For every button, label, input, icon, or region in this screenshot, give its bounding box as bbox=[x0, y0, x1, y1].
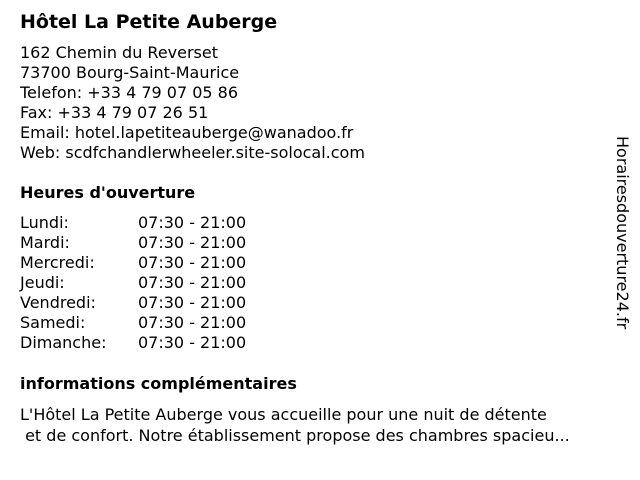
time-range: 07:30 - 21:00 bbox=[138, 293, 247, 312]
day-label: Jeudi: bbox=[20, 273, 65, 292]
hotel-description bbox=[20, 404, 620, 446]
time-range: 07:30 - 21:00 bbox=[138, 273, 247, 292]
day-label: Samedi: bbox=[20, 313, 86, 332]
address-city: 73700 Bourg-Saint-Maurice bbox=[20, 63, 240, 82]
website-link[interactable]: Web: scdfchandlerwheeler.site-solocal.com bbox=[20, 143, 365, 162]
time-range: 07:30 - 21:00 bbox=[138, 313, 247, 332]
hours-row-monday bbox=[20, 213, 280, 233]
time-range: 07:30 - 21:00 bbox=[138, 213, 247, 232]
fax-number: Fax: +33 4 79 07 26 51 bbox=[20, 103, 209, 122]
address-street: 162 Chemin du Reverset bbox=[20, 43, 219, 62]
time-range: 07:30 - 21:00 bbox=[138, 333, 247, 352]
hotel-name: Hôtel La Petite Auberge bbox=[20, 11, 278, 33]
time-range: 07:30 - 21:00 bbox=[138, 253, 247, 272]
email-address[interactable]: Email: hotel.lapetiteauberge@wanadoo.fr bbox=[20, 123, 354, 142]
contact-block bbox=[20, 43, 365, 163]
hours-row-saturday bbox=[20, 313, 280, 333]
opening-hours-heading: Heures d'ouverture bbox=[20, 183, 196, 202]
day-label: Mardi: bbox=[20, 233, 70, 252]
description-line: et de confort. Notre établissement propose des chambres spacieu... bbox=[20, 426, 570, 445]
hours-row-thursday bbox=[20, 273, 280, 293]
hours-row-tuesday bbox=[20, 233, 280, 253]
hours-row-wednesday bbox=[20, 253, 280, 273]
opening-hours-table bbox=[20, 213, 280, 353]
description-line: L'Hôtel La Petite Auberge vous accueille pour une nuit de détente bbox=[20, 405, 547, 424]
day-label: Mercredi: bbox=[20, 253, 95, 272]
day-label: Dimanche: bbox=[20, 333, 107, 352]
day-label: Lundi: bbox=[20, 213, 69, 232]
brand-watermark bbox=[612, 136, 634, 372]
hours-row-sunday bbox=[20, 333, 280, 353]
additional-info-heading: informations complémentaires bbox=[20, 374, 297, 393]
time-range: 07:30 - 21:00 bbox=[138, 233, 247, 252]
brand-text: Horairesdouverture24.fr bbox=[613, 136, 632, 330]
phone-number[interactable]: Telefon: +33 4 79 07 05 86 bbox=[20, 83, 239, 102]
day-label: Vendredi: bbox=[20, 293, 96, 312]
hours-row-friday bbox=[20, 293, 280, 313]
